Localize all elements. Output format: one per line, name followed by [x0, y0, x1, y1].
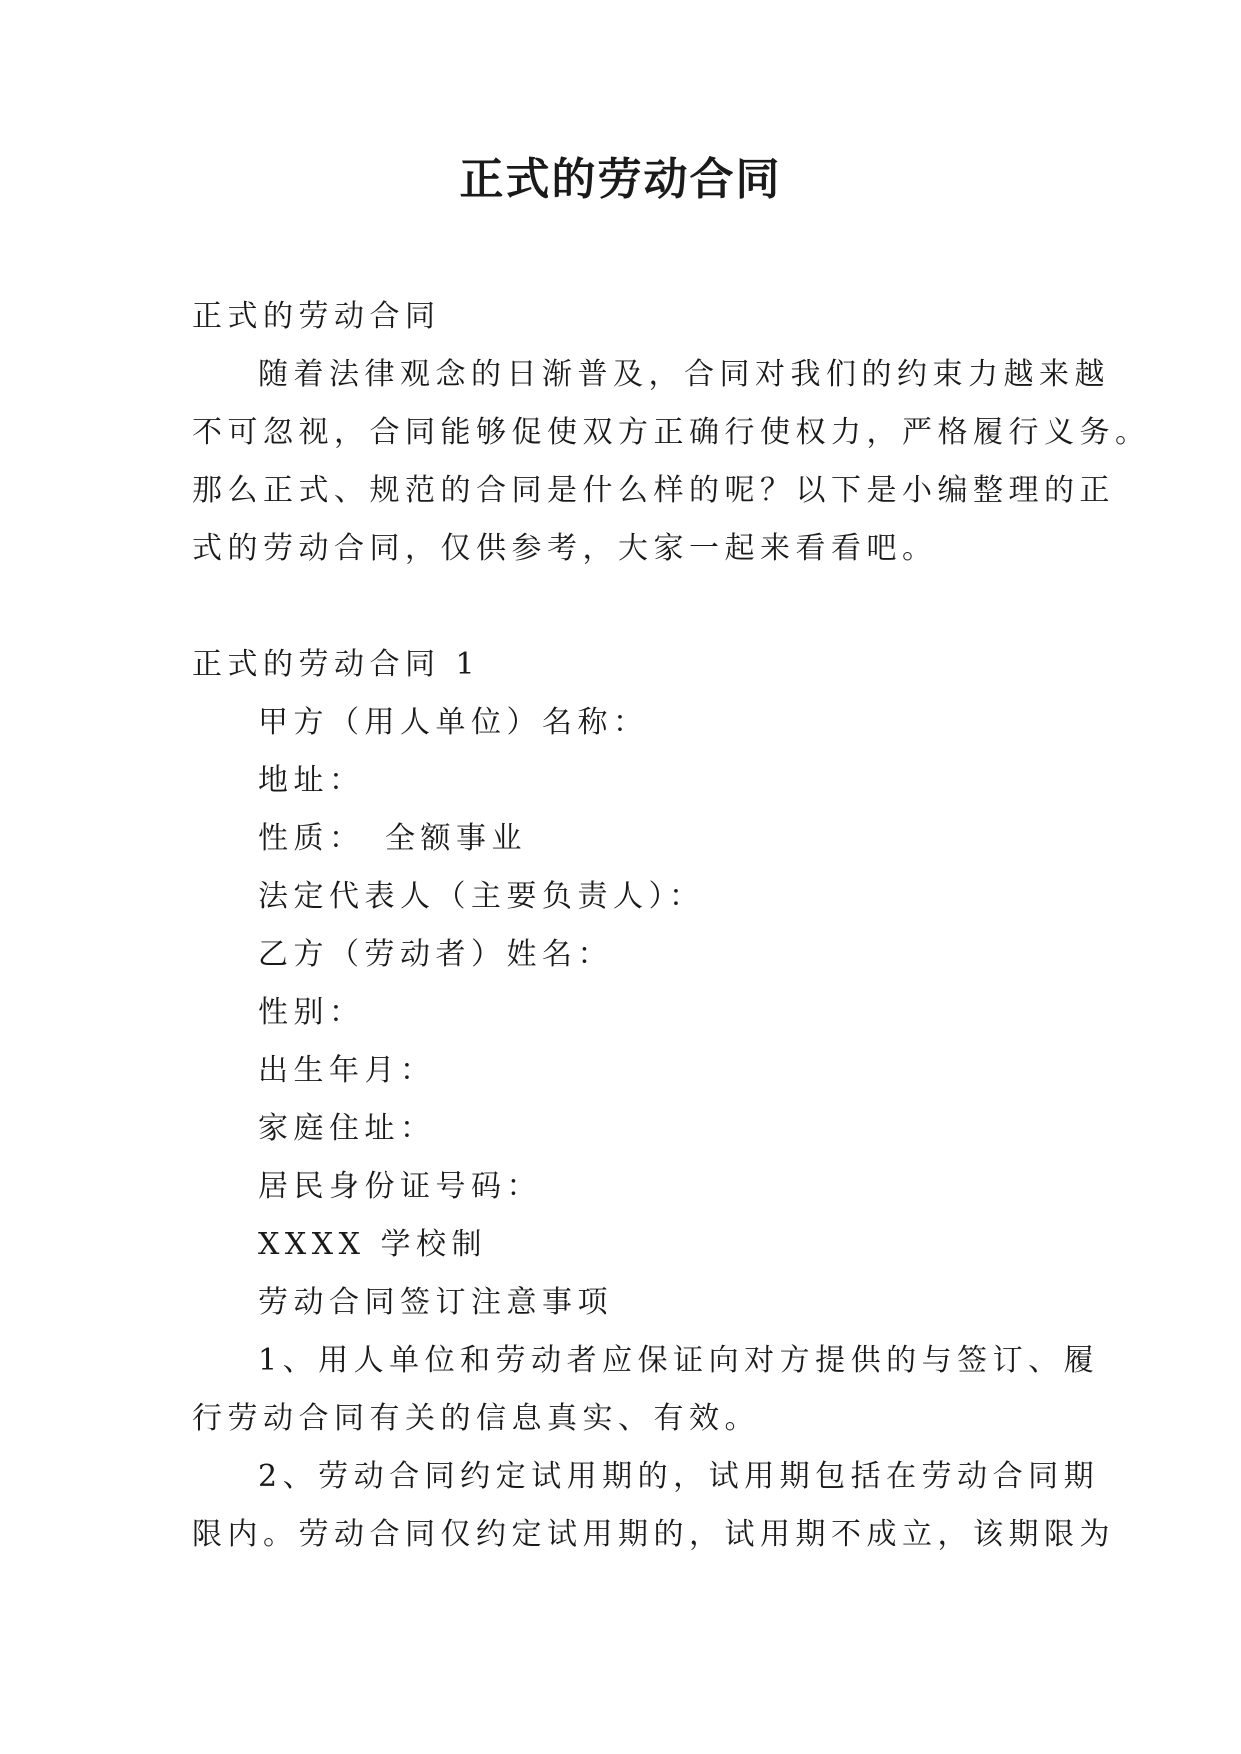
section-heading: 正式的劳动合同 1: [192, 647, 481, 682]
document-title: 正式的劳动合同: [459, 154, 782, 205]
field-nature: 性质： 全额事业: [258, 821, 527, 856]
intro-line: 那么正式、规范的合同是什么样的呢？以下是小编整理的正: [192, 473, 1115, 508]
note-2-line: 2、劳动合同约定试用期的，试用期包括在劳动合同期: [258, 1459, 1100, 1494]
field-address: 地址：: [258, 763, 365, 798]
field-birth-date: 出生年月：: [258, 1053, 436, 1088]
field-id-number: 居民身份证号码：: [258, 1169, 542, 1204]
field-employer-name: 甲方（用人单位）名称：: [258, 705, 649, 740]
document-subtitle: 正式的劳动合同: [192, 299, 441, 334]
intro-line: 式的劳动合同，仅供参考，大家一起来看看吧。: [192, 531, 938, 566]
field-school-system: XXXX 学校制: [258, 1227, 487, 1262]
note-1-line: 1、用人单位和劳动者应保证向对方提供的与签订、履: [258, 1343, 1100, 1378]
note-1-line: 行劳动合同有关的信息真实、有效。: [192, 1401, 760, 1436]
intro-line: 不可忽视，合同能够促使双方正确行使权力，严格履行义务。: [192, 415, 1151, 450]
field-home-address: 家庭住址：: [258, 1111, 436, 1146]
field-legal-representative: 法定代表人（主要负责人）：: [258, 879, 705, 914]
notes-heading: 劳动合同签订注意事项: [258, 1285, 613, 1320]
field-employee-name: 乙方（劳动者）姓名：: [258, 937, 613, 972]
note-2-line: 限内。劳动合同仅约定试用期的，试用期不成立，该期限为: [192, 1517, 1115, 1552]
intro-line: 随着法律观念的日渐普及，合同对我们的约束力越来越: [258, 357, 1110, 392]
field-gender: 性别：: [258, 995, 365, 1030]
